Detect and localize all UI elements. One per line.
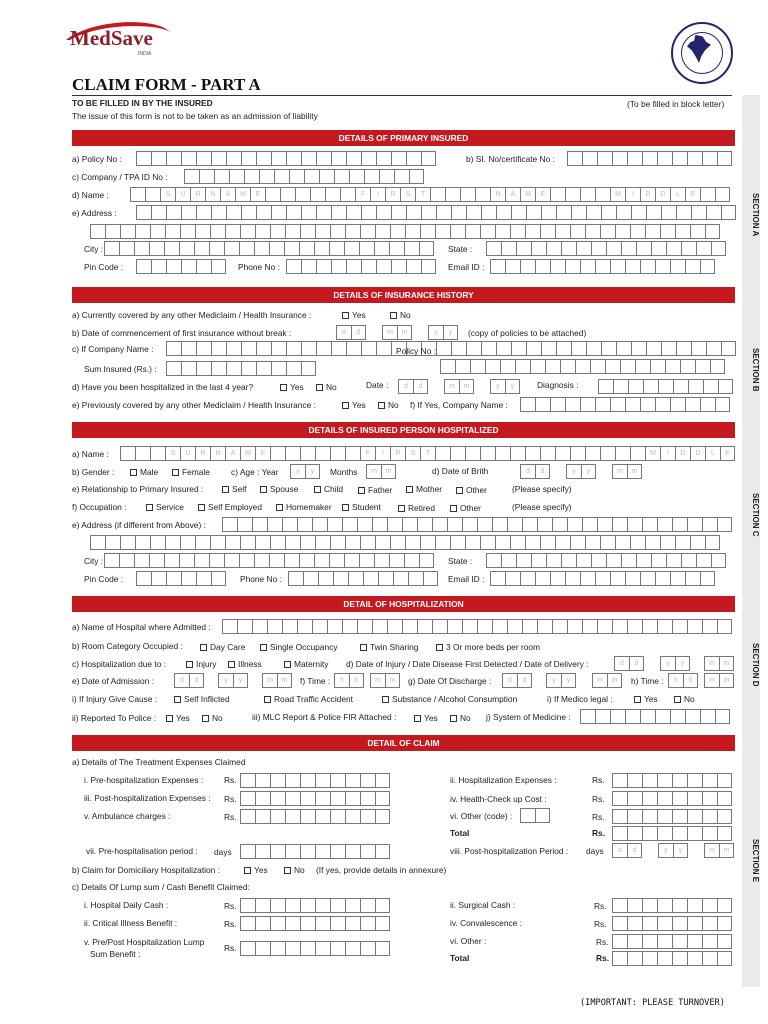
doi-day-field[interactable]: d d xyxy=(614,656,644,671)
alt-email-field[interactable] xyxy=(490,571,715,586)
post-period-year-field[interactable]: y y xyxy=(658,843,688,858)
hosp-exp-field[interactable] xyxy=(612,773,732,788)
dob-year-field[interactable]: y y xyxy=(566,464,596,479)
sum-insured-label: Sum Insured (Rs.) : xyxy=(84,364,157,374)
medicine-system-label: j) System of Medicine : xyxy=(486,712,571,722)
section-d-label: SECTION D xyxy=(751,643,760,687)
prepost-lump-rs-label: Rs. xyxy=(224,943,237,953)
email-label: Email ID : xyxy=(448,262,485,272)
mlc-no-checkbox[interactable]: No xyxy=(450,714,471,722)
prev-no-checkbox[interactable]: No xyxy=(378,401,399,409)
email-field[interactable] xyxy=(490,259,715,274)
pre-period-days-label: days xyxy=(214,847,232,857)
ambulance-rs-label: Rs. xyxy=(224,812,237,822)
if-yes-company-field[interactable] xyxy=(520,397,730,412)
daily-cash-label: i. Hospital Daily Cash : xyxy=(84,900,169,910)
room-twin-checkbox[interactable]: Twin Sharing xyxy=(360,643,418,651)
alt-pin-label: Pin Code : xyxy=(84,574,124,584)
city-field[interactable] xyxy=(104,241,434,256)
dis-month-field[interactable]: m m xyxy=(592,673,622,688)
adm-hour-field[interactable]: h h xyxy=(334,673,364,688)
room-single-checkbox[interactable]: Single Occupancy xyxy=(260,643,338,651)
gender-label: b) Gender : xyxy=(72,467,115,477)
title-rule xyxy=(72,95,732,96)
address-label: e) Address : xyxy=(72,208,117,218)
alt-address-field-2[interactable] xyxy=(90,535,720,550)
alt-address-field-1[interactable] xyxy=(222,517,732,532)
alt-address-label: e) Address (if different from Above) : xyxy=(72,520,206,530)
address-field-2[interactable] xyxy=(90,224,720,239)
alt-phone-field[interactable] xyxy=(288,571,438,586)
dob-month-field[interactable]: m m xyxy=(612,464,642,479)
si-no-label: b) SI. No/certificate No : xyxy=(466,154,555,164)
other-code-rs-label: Rs. xyxy=(592,812,605,822)
diagnosis-field[interactable] xyxy=(598,379,733,394)
state-field[interactable] xyxy=(486,241,726,256)
police-yes-checkbox[interactable]: Yes xyxy=(166,714,190,722)
convalescence-field[interactable] xyxy=(612,916,732,931)
hosp-exp-label: ii. Hospitalization Expenses : xyxy=(450,775,557,785)
lump-other-field[interactable] xyxy=(612,934,732,949)
state-label: State : xyxy=(448,244,473,254)
phone-label: Phone No : xyxy=(238,262,280,272)
prepost-lump-field[interactable] xyxy=(240,941,390,956)
admission-date-label: e) Date of Admission : xyxy=(72,676,154,686)
rel-other-checkbox[interactable]: Other xyxy=(456,486,487,494)
filled-by-insured: TO BE FILLED IN BY THE INSURED xyxy=(72,98,213,108)
pre-period-label: vii. Pre-hospitalisation period : xyxy=(86,846,198,856)
room-daycare-checkbox[interactable]: Day Care xyxy=(200,643,245,651)
band-detail-of-claim: DETAIL OF CLAIM xyxy=(72,735,735,751)
occ-service-checkbox[interactable]: Service xyxy=(146,503,184,511)
occ-retired-checkbox[interactable]: Retired xyxy=(398,504,435,512)
lump-sum-label: c) Details Of Lump sum / Cash Benefit Claimed: xyxy=(72,882,250,892)
name-label: d) Name : xyxy=(72,190,109,200)
band-insurance-history: DETAILS OF INSURANCE HISTORY xyxy=(72,287,735,303)
surgical-cash-field[interactable] xyxy=(612,898,732,913)
covered-no-checkbox[interactable]: No xyxy=(390,311,411,319)
alt-pin-field[interactable] xyxy=(136,571,226,586)
hosp-name-label: a) Name : xyxy=(72,449,109,459)
commencement-day-field[interactable]: d d xyxy=(336,325,366,340)
domiciliary-label: b) Claim for Domiciliary Hospitalization : xyxy=(72,865,220,875)
section-c-label: SECTION C xyxy=(751,493,760,537)
commencement-year-field[interactable]: y y xyxy=(428,325,458,340)
sum-insured-field[interactable] xyxy=(166,361,316,376)
prepost-lump-label-2: Sum Benefit : xyxy=(90,949,141,959)
dis-minute-field[interactable]: m m xyxy=(704,673,734,688)
post-hosp-exp-label: iii. Post-hospitalization Expenses : xyxy=(84,793,211,803)
convalescence-rs-label: Rs. xyxy=(594,919,607,929)
previously-covered-label: e) Previously covered by any other Mediclaim / Health Insurance : xyxy=(72,400,316,410)
alt-city-field[interactable] xyxy=(104,553,434,568)
company-tpa-field[interactable] xyxy=(184,169,424,184)
company-tpa-label: c) Company / TPA ID No : xyxy=(72,172,168,182)
date-of-injury-label: d) Date of Injury / Date Disease First Detected / Date of Delivery : xyxy=(346,659,589,669)
alt-phone-label: Phone No : xyxy=(240,574,282,584)
band-hospitalization: DETAIL OF HOSPITALIZATION xyxy=(72,596,735,612)
occ-student-checkbox[interactable]: Student xyxy=(342,503,381,511)
occ-homemaker-checkbox[interactable]: Homemaker xyxy=(276,503,332,511)
hosp-exp-rs-label: Rs. xyxy=(592,775,605,785)
rel-mother-checkbox[interactable]: Mother xyxy=(406,485,442,493)
health-check-rs-label: Rs. xyxy=(592,794,605,804)
adm-day-field[interactable]: d d xyxy=(174,673,204,688)
hosp4-yes-checkbox[interactable]: Yes xyxy=(280,383,304,391)
hosp4-date-label: Date : xyxy=(366,380,389,390)
convalescence-label: iv. Convalescence : xyxy=(450,918,522,928)
hospitalized-4yr-label: d) Have you been hospitalized in the last 4 year? xyxy=(72,382,254,392)
rel-spouse-checkbox[interactable]: Spouse xyxy=(260,485,298,493)
gender-male-checkbox[interactable]: Male xyxy=(130,468,158,476)
room-category-label: b) Room Category Occupied : xyxy=(72,641,183,651)
domic-no-checkbox[interactable]: No xyxy=(284,866,305,874)
ambulance-label: v. Ambulance charges : xyxy=(84,811,171,821)
health-check-label: iv. Health-Check up Cost : xyxy=(450,794,547,804)
occ-selfemployed-checkbox[interactable]: Self Employed xyxy=(198,503,262,511)
band-primary-insured: DETAILS OF PRIMARY INSURED xyxy=(72,130,735,146)
dis-day-field[interactable]: d d xyxy=(502,673,532,688)
rel-father-checkbox[interactable]: Father xyxy=(358,486,392,494)
surgical-cash-rs-label: Rs. xyxy=(594,901,607,911)
alt-email-label: Email ID : xyxy=(448,574,485,584)
copy-policies-note: (copy of policies to be attached) xyxy=(468,328,587,338)
age-year-label: c) Age : Year xyxy=(231,467,279,477)
doi-year-field[interactable]: y y xyxy=(660,656,690,671)
expenses-total-field[interactable] xyxy=(612,826,732,841)
alt-state-label: State : xyxy=(448,556,473,566)
policy-no-field[interactable] xyxy=(136,151,436,166)
page-title: CLAIM FORM - PART A xyxy=(72,75,261,94)
covered-other-label: a) Currently covered by any other Mediclaim / Health Insurance : xyxy=(72,310,312,320)
injury-cause-label: i) If Injury Give Cause : xyxy=(72,694,158,704)
age-months-field[interactable]: m m xyxy=(366,464,396,479)
pre-period-field[interactable] xyxy=(240,844,390,859)
lump-total-label: Total xyxy=(450,953,470,963)
section-b-label: SECTION B xyxy=(751,348,760,392)
hosp-name-field[interactable]: S U R N A M E F I R S T M I D D L E xyxy=(120,446,735,461)
other-code-label: vi. Other (code) : xyxy=(450,811,513,821)
prev-yes-checkbox[interactable]: Yes xyxy=(342,401,366,409)
police-no-checkbox[interactable]: No xyxy=(202,714,223,722)
adm-year-field[interactable]: y y xyxy=(218,673,248,688)
if-company-field[interactable] xyxy=(166,341,736,356)
post-period-month-field[interactable]: m m xyxy=(704,843,734,858)
occ-specify-note: (Please specify) xyxy=(512,502,572,512)
name-field[interactable]: S U R N A M E F I R S T N A M E M I D D L E xyxy=(130,187,730,202)
mlc-label: iii) MLC Report & Police FIR Attached : xyxy=(252,712,397,722)
pin-code-label: Pin Code : xyxy=(84,262,124,272)
daily-cash-field[interactable] xyxy=(240,898,390,913)
medicine-system-field[interactable] xyxy=(580,709,730,724)
medico-legal-label: i) If Medico legal : xyxy=(547,694,613,704)
discharge-date-label: g) Date Of Discharge : xyxy=(408,676,492,686)
daily-cash-rs-label: Rs. xyxy=(224,901,237,911)
critical-illness-label: ii. Critical Illness Benefit : xyxy=(84,918,178,928)
rel-specify-note: (Please specify) xyxy=(512,484,572,494)
liability-disclaimer: The issue of this form is not to be taken as an admission of liability xyxy=(72,111,318,121)
section-e-label: SECTION E xyxy=(751,839,760,883)
pre-hosp-exp-label: i. Pre-hospitalization Expenses : xyxy=(84,775,204,785)
expenses-total-label: Total xyxy=(450,828,470,838)
adm-time-label: f) Time : xyxy=(300,676,331,686)
adm-month-field[interactable]: m m xyxy=(262,673,292,688)
due-illness-checkbox[interactable]: Illness xyxy=(228,660,262,668)
band-person-hospitalized: DETAILS OF INSURED PERSON HOSPITALIZED xyxy=(72,422,735,438)
health-check-field[interactable] xyxy=(612,791,732,806)
phone-field[interactable] xyxy=(286,259,436,274)
pre-hosp-exp-field[interactable] xyxy=(240,773,390,788)
prepost-lump-label-1: v. Pre/Post Hospitalization Lump xyxy=(84,937,205,947)
medleg-yes-checkbox[interactable]: Yes xyxy=(634,695,658,703)
policy-no-label: a) Policy No : xyxy=(72,154,122,164)
diagnosis-label: Diagnosis : xyxy=(537,380,579,390)
hospital-name-field[interactable] xyxy=(222,619,732,634)
dob-label: d) Date of Brith xyxy=(432,466,489,476)
city-label: City : xyxy=(84,244,104,254)
gender-female-checkbox[interactable]: Female xyxy=(172,468,210,476)
room-three-checkbox[interactable]: 3 Or more beds per room xyxy=(436,643,540,651)
cause-road-checkbox[interactable]: Road Traffic Accident xyxy=(264,695,353,703)
annexure-note: (If yes, provide details in annexure) xyxy=(316,865,447,875)
brand-sub: INDIA xyxy=(138,51,152,57)
occupation-label: f) Occupation : xyxy=(72,502,127,512)
post-period-days-label: days xyxy=(586,846,604,856)
relationship-label: e) Relationship to Primary Insured : xyxy=(72,484,204,494)
pin-code-field[interactable] xyxy=(136,259,226,274)
adm-minute-field[interactable]: m m xyxy=(370,673,400,688)
pre-hosp-rs-label: Rs. xyxy=(224,775,237,785)
other-code-field[interactable] xyxy=(520,808,550,823)
insurer-seal-icon xyxy=(671,22,733,84)
lump-other-label: vi. Other : xyxy=(450,936,487,946)
please-turnover-note: (IMPORTANT: PLEASE TURNOVER) xyxy=(580,998,725,1008)
history-policy-no-field[interactable] xyxy=(440,359,725,374)
treatment-expenses-label: a) Details of The Treatment Expenses Claimed xyxy=(72,757,246,767)
block-letter-note: (To be filled in block letter) xyxy=(627,99,725,109)
if-yes-company-label: f) If Yes, Company Name : xyxy=(410,400,508,410)
other-code-amount-field[interactable] xyxy=(612,809,732,824)
rel-self-checkbox[interactable]: Self xyxy=(222,485,246,493)
hosp4-no-checkbox[interactable]: No xyxy=(316,383,337,391)
post-hosp-exp-field[interactable] xyxy=(240,791,390,806)
critical-illness-field[interactable] xyxy=(240,916,390,931)
age-year-field[interactable]: y y xyxy=(290,464,320,479)
dob-day-field[interactable]: d d xyxy=(520,464,550,479)
occ-other-checkbox[interactable]: Other xyxy=(450,504,481,512)
medleg-no-checkbox[interactable]: No xyxy=(674,695,695,703)
dis-hour-field[interactable]: h h xyxy=(668,673,698,688)
police-label: ii) Reported To Police : xyxy=(72,713,157,723)
if-company-label: c) If Company Name : xyxy=(72,344,154,354)
surgical-cash-label: ii. Surgical Cash : xyxy=(450,900,516,910)
due-maternity-checkbox[interactable]: Maternity xyxy=(284,660,328,668)
due-injury-checkbox[interactable]: Injury xyxy=(186,660,216,668)
hosp4-day-field[interactable]: d d xyxy=(398,379,428,394)
rel-child-checkbox[interactable]: Child xyxy=(314,485,343,493)
history-policy-no-label: Policy No : xyxy=(396,346,437,356)
post-hosp-rs-label: Rs. xyxy=(224,794,237,804)
commencement-label: b) Date of commencement of first insurance without break : xyxy=(72,328,292,338)
hosp4-year-field[interactable]: y y xyxy=(490,379,520,394)
lump-total-field[interactable] xyxy=(612,951,732,966)
lump-total-rs-label: Rs. xyxy=(596,953,610,963)
alt-state-field[interactable] xyxy=(486,553,726,568)
dis-year-field[interactable]: y y xyxy=(546,673,576,688)
doi-month-field[interactable]: m m xyxy=(704,656,734,671)
post-period-day-field[interactable]: d d xyxy=(612,843,642,858)
hosp-due-label: c) Hospitalization due to : xyxy=(72,659,167,669)
age-months-label: Months xyxy=(330,467,358,477)
si-no-field[interactable] xyxy=(567,151,732,166)
commencement-month-field[interactable]: m m xyxy=(382,325,412,340)
covered-yes-checkbox[interactable]: Yes xyxy=(342,311,366,319)
brand-logo: MedSave xyxy=(70,26,153,50)
mlc-yes-checkbox[interactable]: Yes xyxy=(414,714,438,722)
lump-other-rs-label: Rs. xyxy=(596,937,609,947)
cause-substance-checkbox[interactable]: Substance / Alcohol Consumption xyxy=(382,695,517,703)
expenses-total-rs-label: Rs. xyxy=(592,828,606,838)
section-a-label: SECTION A xyxy=(751,193,760,237)
domic-yes-checkbox[interactable]: Yes xyxy=(244,866,268,874)
address-field-1[interactable] xyxy=(136,205,736,220)
hospital-name-label: a) Name of Hospital where Admitted : xyxy=(72,622,211,632)
hosp4-month-field[interactable]: m m xyxy=(444,379,474,394)
post-period-label: viii. Post-hospitalization Period : xyxy=(450,846,569,856)
cause-selfinflicted-checkbox[interactable]: Self Inflicted xyxy=(174,695,230,703)
ambulance-field[interactable] xyxy=(240,809,390,824)
dis-time-label: h) Time : xyxy=(631,676,664,686)
critical-illness-rs-label: Rs. xyxy=(224,919,237,929)
alt-city-label: City : xyxy=(84,556,104,566)
